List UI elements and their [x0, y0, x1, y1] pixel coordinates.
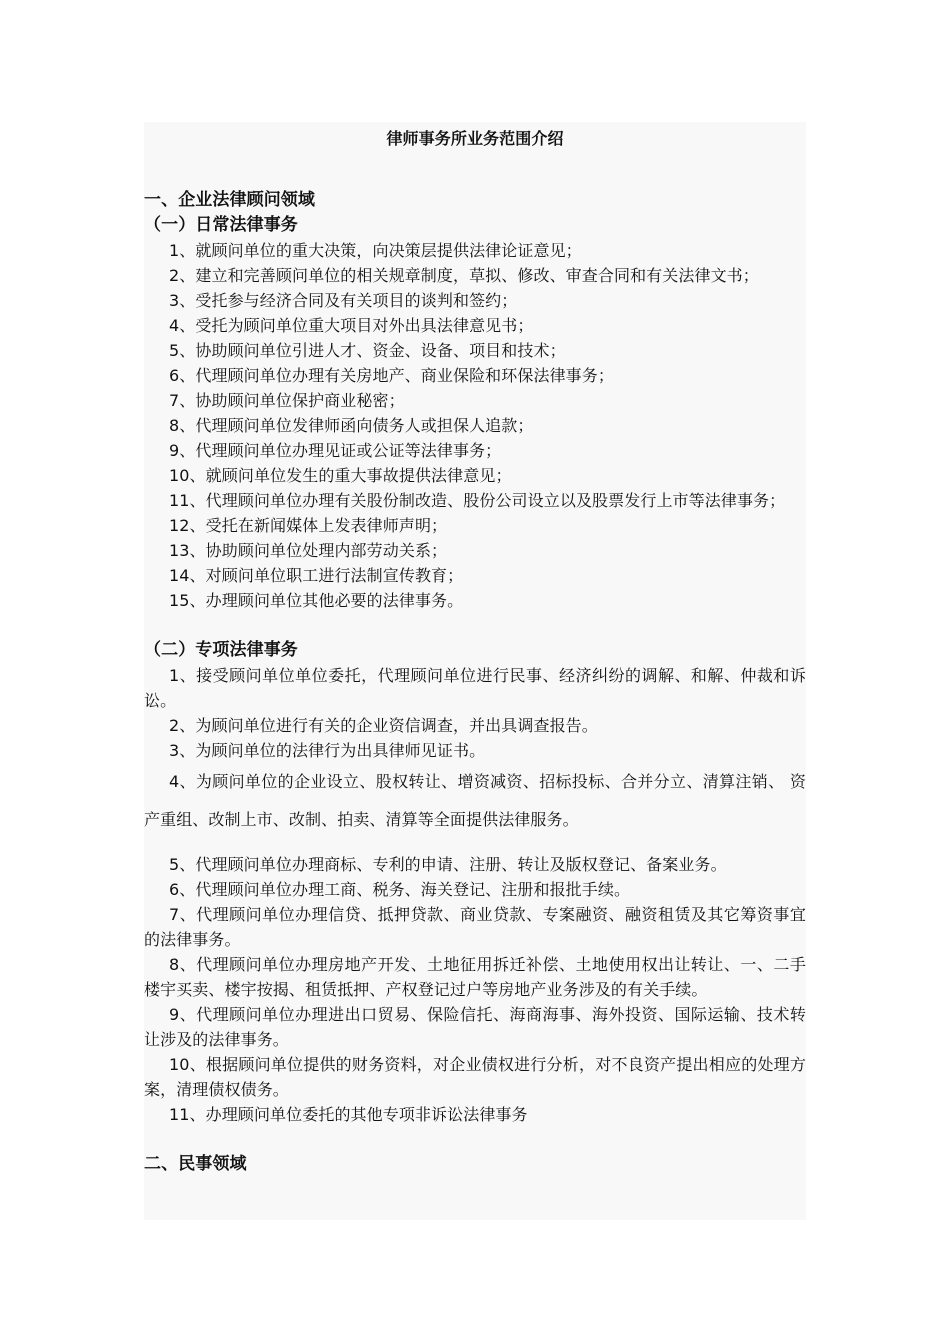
list-item: 10、根据顾问单位提供的财务资料，对企业债权进行分析，对不良资产提出相应的处理方案，清理债权债务。 [144, 1055, 806, 1099]
list-item: 14、对顾问单位职工进行法制宣传教育； [169, 566, 464, 585]
list-item: 4、受托为顾问单位重大项目对外出具法律意见书； [169, 316, 534, 335]
subsection-heading-daily: （一）日常法律事务 [144, 215, 298, 235]
list-item: 6、代理顾问单位办理有关房地产、商业保险和环保法律事务； [169, 366, 614, 385]
document-body [144, 122, 806, 1177]
list-item: 8、代理顾问单位发律师函向债务人或担保人追款； [169, 416, 534, 435]
list-item: 11、办理顾问单位委托的其他专项非诉讼法律事务 [169, 1105, 528, 1124]
list-item: 7、协助顾问单位保护商业秘密； [169, 391, 405, 410]
list-item: 12、受托在新闻媒体上发表律师声明； [169, 516, 448, 535]
subsection-heading-special: （二）专项法律事务 [144, 640, 298, 660]
list-item: 15、办理顾问单位其他必要的法律事务。 [169, 591, 464, 610]
list-item: 4、为顾问单位的企业设立、股权转让、增资减资、招标投标、合并分立、清算注销、 资产重组、改制上市、改制、拍卖、清算等全面提供法律服务。 [144, 772, 806, 829]
daily-items-list [144, 238, 806, 613]
list-item: 1、接受顾问单位单位委托，代理顾问单位进行民事、经济纠纷的调解、和解、仲裁和诉讼。 [144, 666, 806, 710]
section-heading-enterprise: 一、企业法律顾问领域 [144, 190, 315, 210]
list-item: 13、协助顾问单位处理内部劳动关系； [169, 541, 448, 560]
list-item: 2、建立和完善顾问单位的相关规章制度，草拟、修改、审查合同和有关法律文书； [169, 266, 759, 285]
list-item: 10、就顾问单位发生的重大事故提供法律意见； [169, 466, 512, 485]
list-item: 8、代理顾问单位办理房地产开发、土地征用拆迁补偿、土地使用权出让转让、一、二手楼宇买卖、楼宇按揭、租赁抵押、产权登记过户等房地产业务涉及的有关手续。 [144, 955, 806, 999]
list-item: 3、为顾问单位的法律行为出具律师见证书。 [169, 741, 486, 760]
list-item: 11、代理顾问单位办理有关股份制改造、股份公司设立以及股票发行上市等法律事务； [169, 491, 786, 510]
document-title: 律师事务所业务范围介绍 [386, 129, 564, 148]
list-item: 2、为顾问单位进行有关的企业资信调查，并出具调查报告。 [169, 716, 598, 735]
special-items-list [144, 663, 806, 1127]
section-heading-civil: 二、民事领域 [144, 1154, 247, 1174]
list-item: 1、就顾问单位的重大决策，向决策层提供法律论证意见； [169, 241, 582, 260]
list-item: 3、受托参与经济合同及有关项目的谈判和签约； [169, 291, 518, 310]
list-item: 6、代理顾问单位办理工商、税务、海关登记、注册和报批手续。 [169, 880, 631, 899]
list-item: 5、代理顾问单位办理商标、专利的申请、注册、转让及版权登记、备案业务。 [169, 855, 727, 874]
list-item: 9、代理顾问单位办理见证或公证等法律事务； [169, 441, 502, 460]
list-item: 5、协助顾问单位引进人才、资金、设备、项目和技术； [169, 341, 566, 360]
list-item: 9、代理顾问单位办理进出口贸易、保险信托、海商海事、海外投资、国际运输、技术转让涉及的法律事务。 [144, 1005, 806, 1049]
list-item: 7、代理顾问单位办理信贷、抵押贷款、商业贷款、专案融资、融资租赁及其它筹资事宜的法律事务。 [144, 905, 806, 949]
